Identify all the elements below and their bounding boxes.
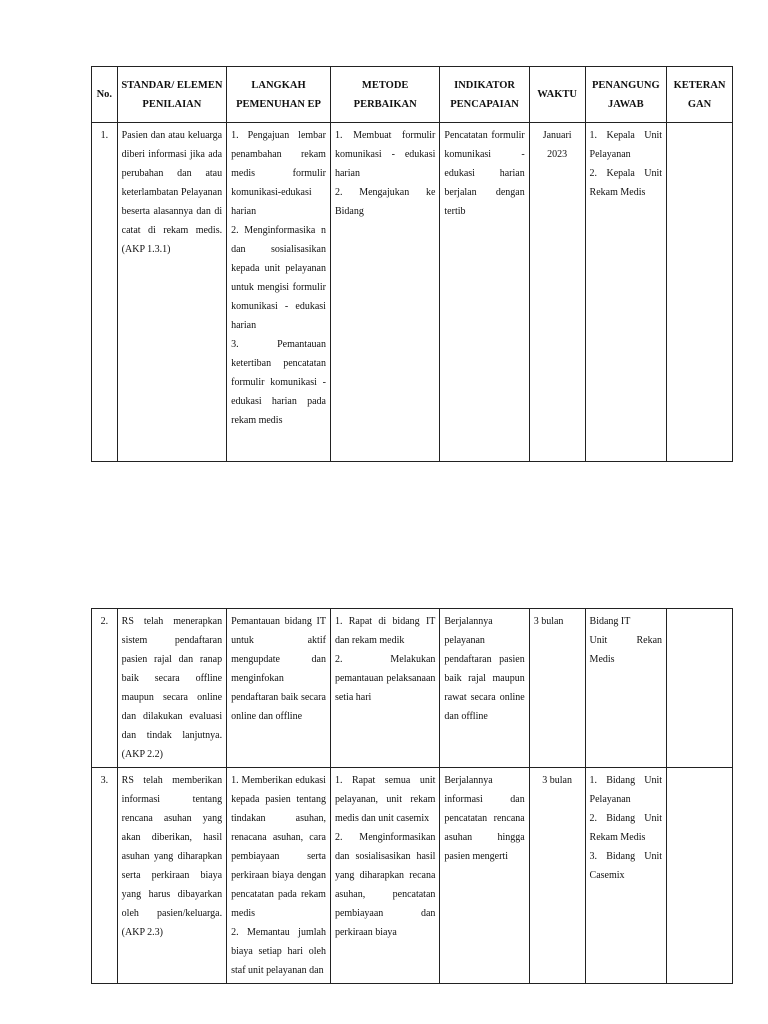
cell-penanggung <box>585 123 667 462</box>
cell-keterangan <box>667 768 733 984</box>
cell-standar: Pasien dan atau keluarga diberi informasi jika ada perubahan dan atau keterlambatan Pelayanan beserta alasannya dan di catat di rekam medis. (AKP 1.3.1) <box>117 123 226 462</box>
cell-metode <box>330 609 439 768</box>
cell-langkah <box>227 609 331 768</box>
table-row <box>92 123 733 462</box>
header-langkah: LANGKAH PEMENUHAN EP <box>227 67 331 123</box>
cell-no: 2. <box>92 609 118 768</box>
table-row <box>92 768 733 984</box>
cell-langkah <box>227 123 331 462</box>
cell-metode <box>330 768 439 984</box>
cell-keterangan <box>667 609 733 768</box>
cell-metode <box>330 123 439 462</box>
header-no: No. <box>92 67 118 123</box>
penanggung-item: Bidang IT <box>589 616 631 627</box>
penanggung-item: 1. Bidang Unit Pelayanan <box>589 775 663 805</box>
cell-indikator: Pencatatan formulir komunikasi - edukasi harian berjalan dengan tertib <box>440 123 529 462</box>
cell-standar: RS telah memberikan informasi tentang rencana asuhan yang akan diberikan, hasil asuhan yang diharapkan serta perkiraan biaya yang harus dibayarkan oleh pasien/keluarga. (AKP 2.3) <box>117 768 226 984</box>
header-penanggung: PENANGUNG JAWAB <box>585 67 667 123</box>
metode-item: 2. Melakukan pemantauan pelaksanaan setia hari <box>334 654 436 703</box>
penanggung-item: 1. Kepala Unit Pelayanan <box>589 130 663 160</box>
penanggung-item: Unit Rekan Medis <box>589 635 663 665</box>
penanggung-item: 2. Bidang Unit Rekam Medis <box>589 813 663 843</box>
langkah-item: 2. Memantau jumlah biaya setiap hari oleh staf unit pelayanan dan <box>231 927 326 976</box>
langkah-item: 2. Menginformasika n dan sosialisasikan kepada unit pelayanan untuk mengisi formulir komunikasi - edukasi harian <box>231 225 326 331</box>
header-waktu: WAKTU <box>529 67 585 123</box>
cell-waktu: Januari 2023 <box>529 123 585 462</box>
metode-item: 2. Mengajukan ke Bidang <box>334 187 436 217</box>
langkah-item: 1. Pengajuan lembar penambahan rekam medis formulir komunikasi-edukasi harian <box>231 130 326 217</box>
header-standar: STANDAR/ ELEMEN PENILAIAN <box>117 67 226 123</box>
langkah-item: Pemantauan bidang IT untuk aktif mengupdate dan menginfokan pendaftaran baik secara online dan offline <box>231 616 326 722</box>
header-keterangan: KETERAN GAN <box>667 67 733 123</box>
cell-penanggung <box>585 609 667 768</box>
cell-keterangan <box>667 123 733 462</box>
cell-penanggung <box>585 768 667 984</box>
cell-indikator: Berjalannya pelayanan pendaftaran pasien baik rajal maupun rawat secara online dan offline <box>440 609 529 768</box>
table-header-row <box>92 67 733 123</box>
penanggung-item: 2. Kepala Unit Rekam Medis <box>589 168 663 198</box>
cell-waktu: 3 bulan <box>529 768 585 984</box>
cell-langkah <box>227 768 331 984</box>
cell-waktu: 3 bulan <box>529 609 585 768</box>
cell-no: 1. <box>92 123 118 462</box>
header-indikator: INDIKATOR PENCAPAIAN <box>440 67 529 123</box>
header-metode: METODE PERBAIKAN <box>330 67 439 123</box>
evaluation-table-page-2 <box>91 608 733 984</box>
cell-standar: RS telah menerapkan sistem pendaftaran pasien rajal dan ranap baik secara offline maupun secara online dan dilakukan evaluasi dan tindak lanjutnya. (AKP 2.2) <box>117 609 226 768</box>
cell-no: 3. <box>92 768 118 984</box>
metode-item: 1. Rapat di bidang IT dan rekam medik <box>334 616 436 646</box>
penanggung-item: 3. Bidang Unit Casemix <box>589 851 663 881</box>
metode-item: 1. Rapat semua unit pelayanan, unit rekam medis dan unit casemix <box>334 775 436 824</box>
langkah-item: 3. Pemantauan ketertiban pencatatan formulir komunikasi - edukasi harian pada rekam medis <box>231 339 326 426</box>
cell-indikator: Berjalannya informasi dan pencatatan rencana asuhan hingga pasien mengerti <box>440 768 529 984</box>
metode-item: 2. Menginformasikan dan sosialisasikan hasil yang diharapkan recana asuhan, pencatatan pembiayaan dan perkiraan biaya <box>334 832 436 938</box>
metode-item: 1. Membuat formulir komunikasi - edukasi harian <box>334 130 436 179</box>
table-row <box>92 609 733 768</box>
evaluation-table-page-1 <box>91 66 733 462</box>
langkah-item: 1. Memberikan edukasi kepada pasien tentang tindakan asuhan, renacana asuhan, cara pembiayaan serta perkiraan biaya dengan pencatatan pada rekam medis <box>231 775 326 919</box>
